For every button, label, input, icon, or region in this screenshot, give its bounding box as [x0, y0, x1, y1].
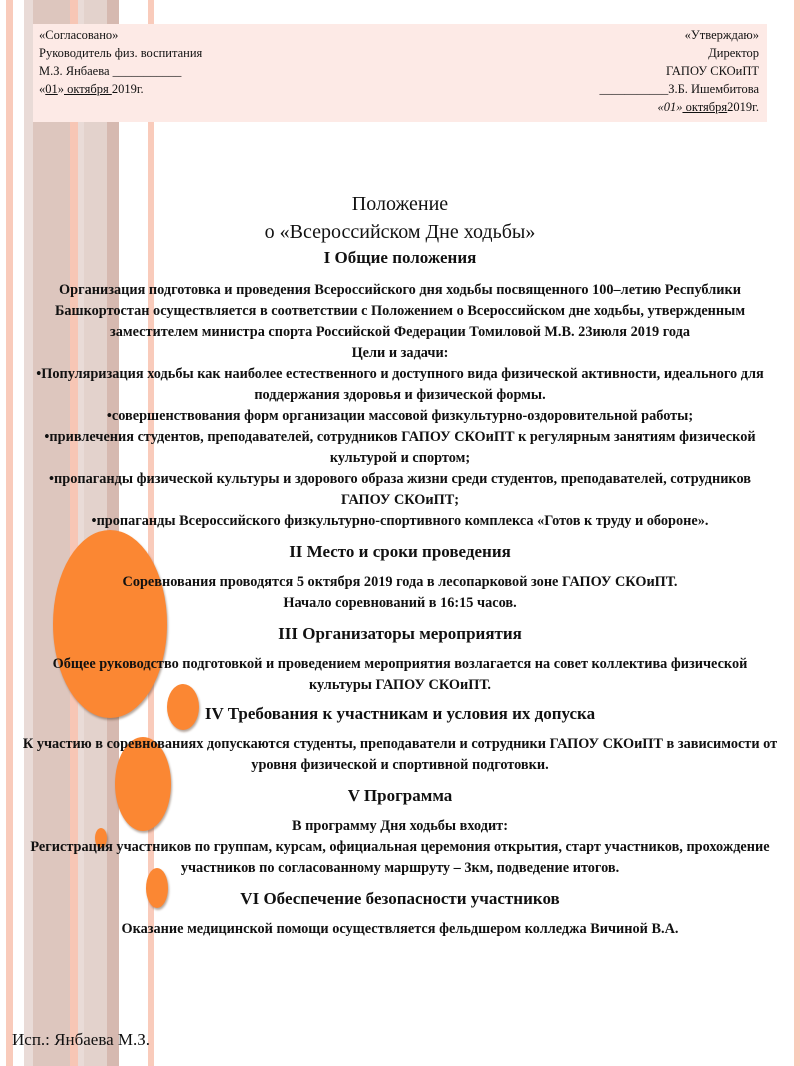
- bullet-text: совершенствования форм организации массовой физкультурно-оздоровительной работы;: [111, 408, 694, 424]
- section-paragraph: Начало соревнований в 16:15 часов.: [283, 595, 517, 611]
- agreed-column: [39, 26, 202, 98]
- document-body: [0, 190, 800, 940]
- section-heading: I Общие положения: [323, 248, 477, 267]
- section-paragraph: Общее руководство подготовкой и проведением мероприятия возлагается на совет коллектива физической культуры ГАПОУ СКОиПТ.: [52, 656, 748, 693]
- section-heading: VI Обеспечение безопасности участников: [240, 889, 560, 908]
- document-title: Положение: [351, 193, 449, 215]
- agreed-date: [39, 80, 202, 98]
- approved-position: Директор: [708, 46, 759, 60]
- section-paragraph: Оказание медицинской помощи осуществляется фельдшером колледжа Вичиной В.А.: [121, 921, 679, 937]
- approved-date: [599, 98, 759, 116]
- bullet-text: Популяризация ходьбы как наиболее естественного и доступного вида физической активности, идеального для поддержания здоровья и физической формы.: [41, 366, 764, 403]
- day: 01: [45, 82, 58, 96]
- bullet-item: •Популяризация ходьбы как наиболее естественного и доступного вида физической активности, идеального для поддержания здоровья и физической формы.: [36, 366, 764, 403]
- approved-label: «Утверждаю»: [684, 28, 759, 42]
- agreed-label: «Согласовано»: [39, 28, 119, 42]
- section-paragraph: В программу Дня ходьбы входит:: [292, 818, 508, 834]
- section-heading: II Место и сроки проведения: [289, 542, 511, 561]
- bullet-text: пропаганды физической культуры и здорового образа жизни среди студентов, преподавателей, сотрудников ГАПОУ СКОиПТ;: [54, 471, 751, 508]
- quote: »: [676, 100, 683, 114]
- bullet-item: •привлечения студентов, преподавателей, сотрудников ГАПОУ СКОиПТ к регулярным занятиям физической культурой и спортом;: [44, 429, 756, 466]
- section-heading: IV Требования к участникам и условия их допуска: [204, 704, 596, 723]
- approval-block: [33, 24, 767, 122]
- bullet-item: •совершенствования форм организации массовой физкультурно-оздоровительной работы;: [106, 408, 694, 424]
- month: октября: [64, 82, 112, 96]
- quote: «: [39, 82, 46, 96]
- month: октября: [682, 100, 728, 114]
- agreed-signature: М.З. Янбаева ___________: [39, 64, 182, 78]
- section-paragraph: Регистрация участников по группам, курсам, официальная церемония открытия, старт участников, прохождение участников по согласованному маршруту – 3км, подведение итогов.: [30, 839, 770, 876]
- bullet-item: •пропаганды Всероссийского физкультурно-спортивного комплекса «Готов к труду и обороне».: [91, 513, 709, 529]
- day: 01: [663, 100, 677, 114]
- approved-column: [599, 26, 759, 116]
- year: 2019г.: [111, 82, 144, 96]
- agreed-position: Руководитель физ. воспитания: [39, 46, 203, 60]
- section-paragraph: Организация подготовка и проведения Всероссийского дня ходьбы посвященного 100–летию Республики Башкортостан осуществляется в соответствии с Положением о Всероссийском дне ходьбы, утвержденным заместителем министра спорта Российской Федерации Томиловой М.В. 23июля 2019 года: [54, 282, 746, 340]
- section-paragraph: К участию в соревнованиях допускаются студенты, преподаватели и сотрудники ГАПОУ СКОиПТ в зависимости от уровня физической и спортивной подготовки.: [22, 736, 778, 773]
- goals-label: Цели и задачи:: [351, 345, 449, 361]
- bullet-text: привлечения студентов, преподавателей, сотрудников ГАПОУ СКОиПТ к регулярным занятиям физической культурой и спортом;: [49, 429, 756, 466]
- section-paragraph: Соревнования проводятся 5 октября 2019 года в лесопарковой зоне ГАПОУ СКОиПТ.: [122, 574, 678, 590]
- executor-signoff: Исп.: Янбаева М.З.: [12, 1030, 151, 1049]
- section-heading: V Программа: [347, 786, 453, 805]
- approved-org: ГАПОУ СКОиПТ: [666, 64, 759, 78]
- bullet-text: пропаганды Всероссийского физкультурно-спортивного комплекса «Готов к труду и обороне».: [96, 513, 709, 529]
- approved-signature: ___________З.Б. Ишембитова: [599, 82, 759, 96]
- year: 2019г.: [727, 100, 759, 114]
- document-subtitle: о «Всероссийском Дне ходьбы»: [264, 221, 536, 243]
- bullet-item: •пропаганды физической культуры и здорового образа жизни среди студентов, преподавателей, сотрудников ГАПОУ СКОиПТ;: [48, 471, 751, 508]
- section-heading: III Организаторы мероприятия: [278, 624, 522, 643]
- quote: »: [57, 82, 64, 96]
- quote: «: [657, 100, 664, 114]
